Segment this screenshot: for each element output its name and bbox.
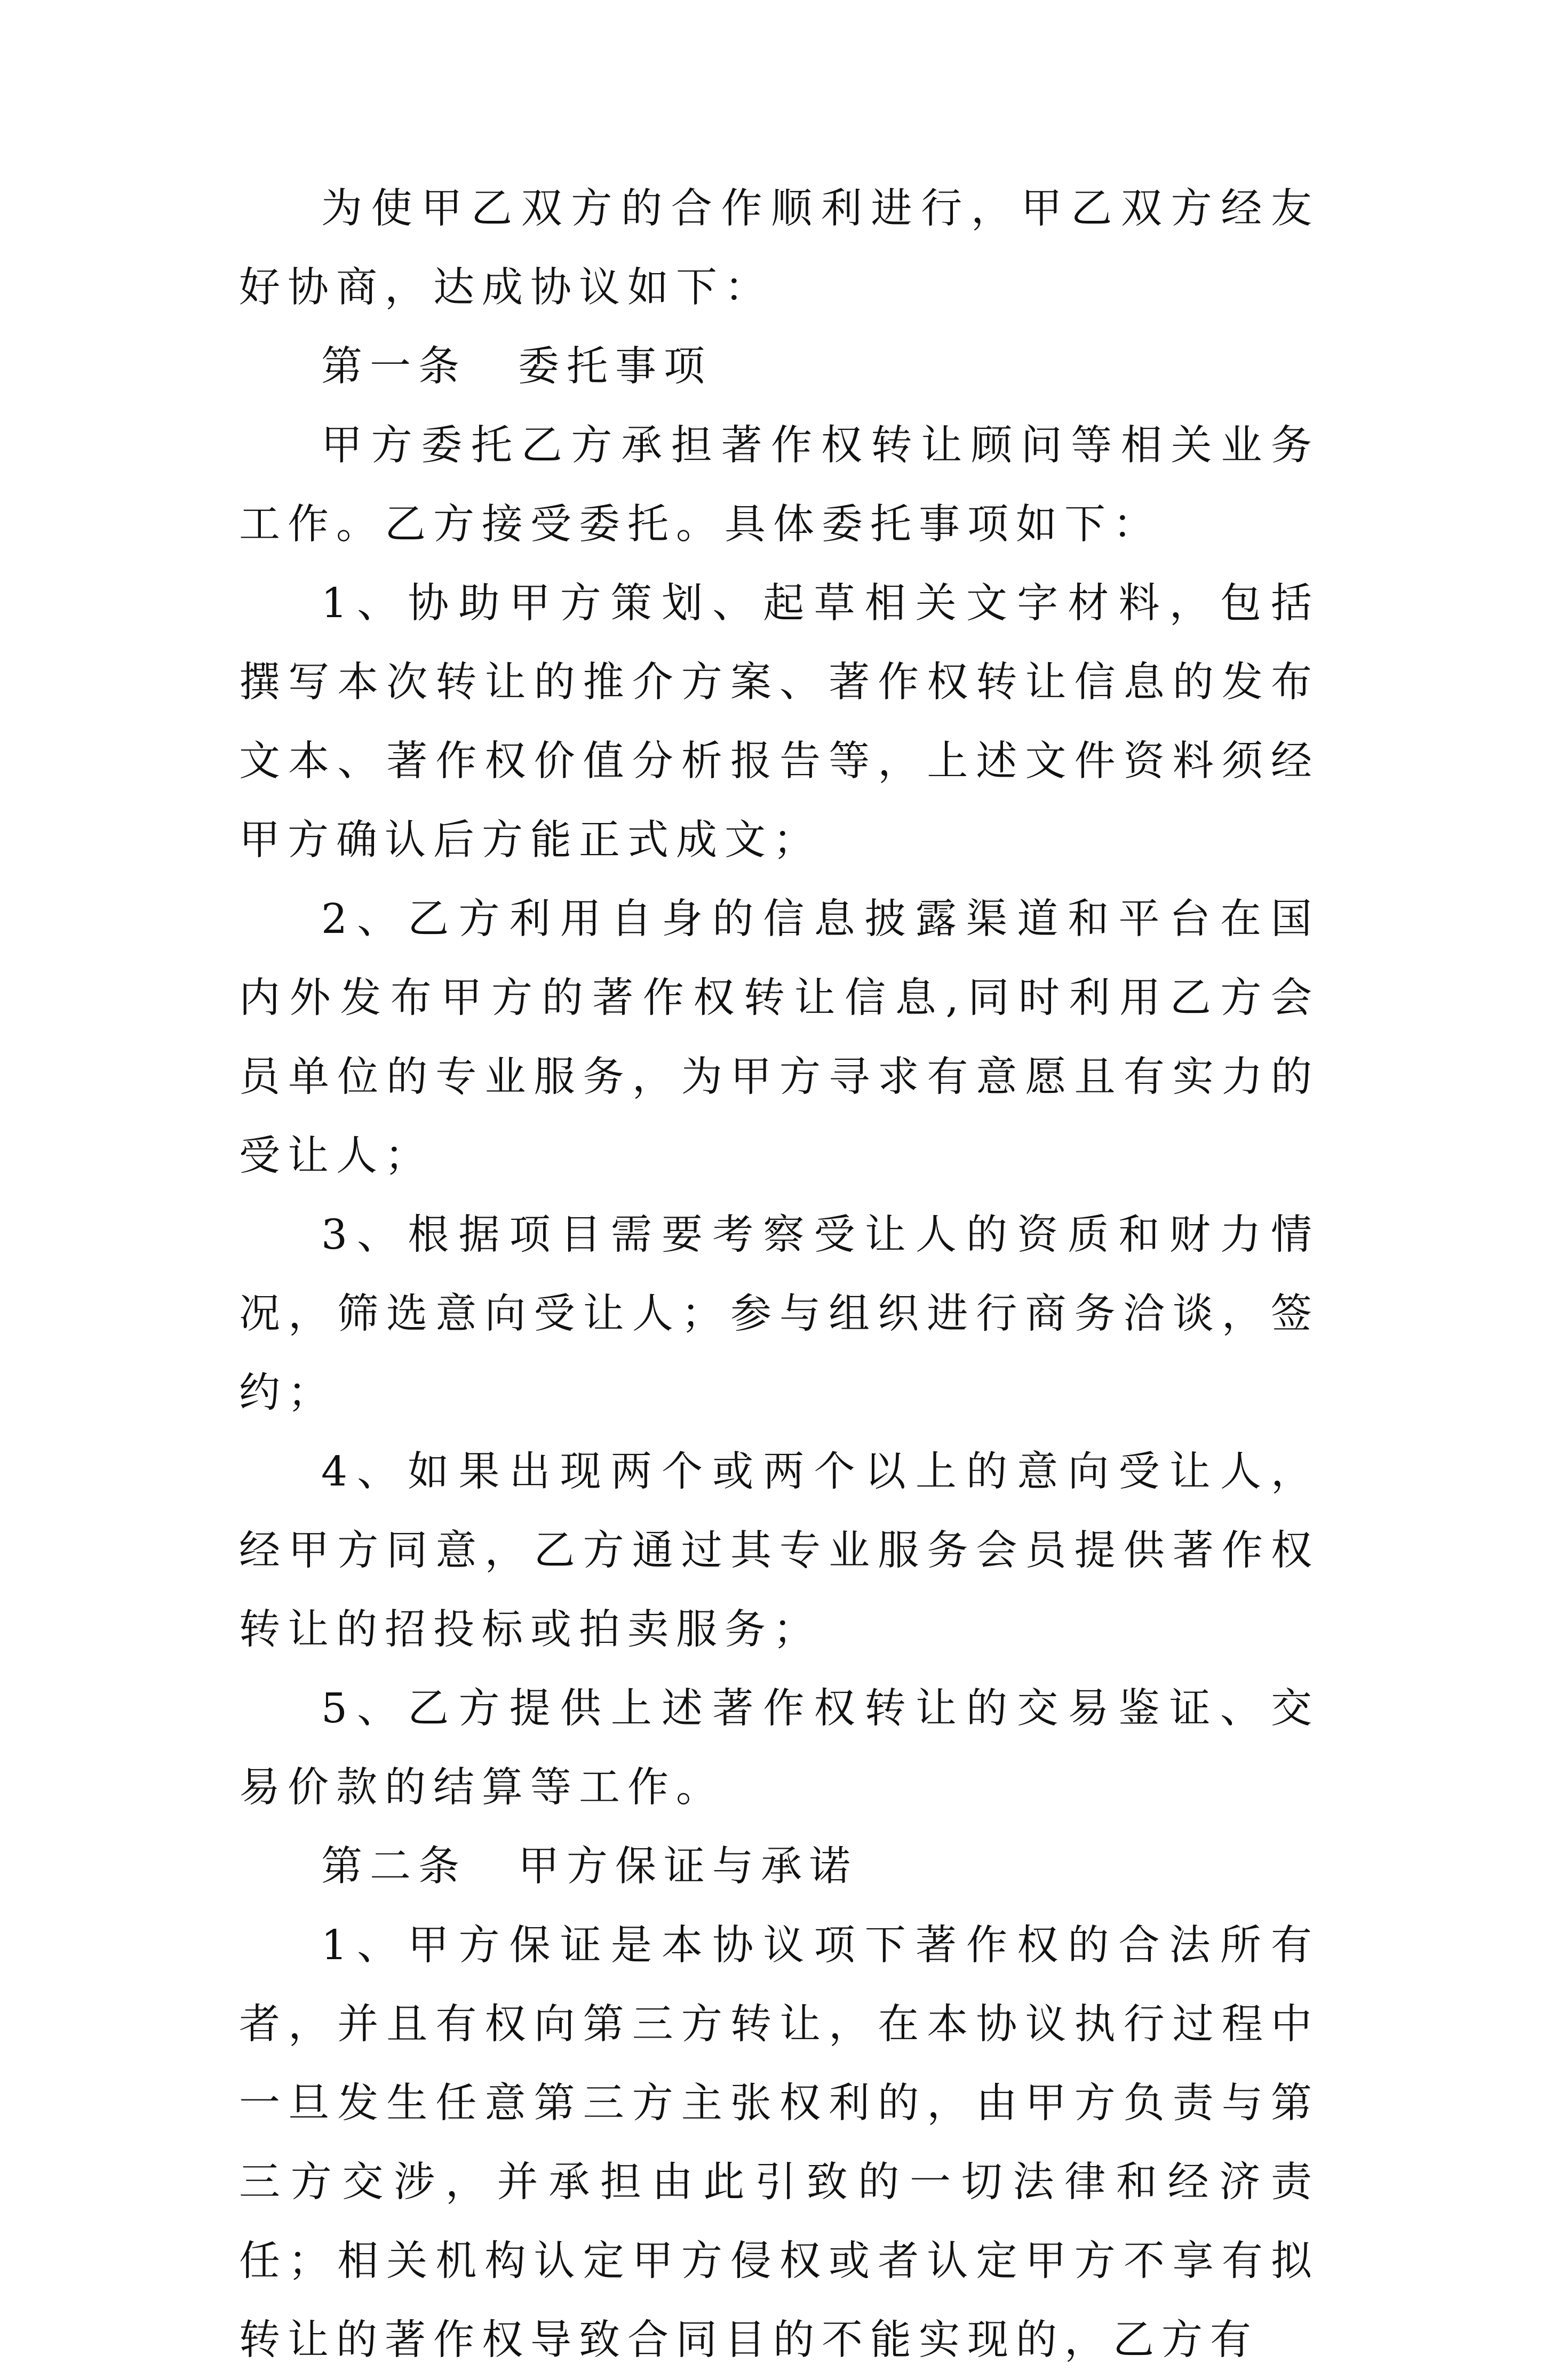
document-body	[239, 170, 1319, 2380]
intro-paragraph: 为使甲乙双方的合作顺利进行，甲乙双方经友好协商，达成协议如下：	[239, 185, 1319, 312]
article-1-item-1: 1、协助甲方策划、起草相关文字材料，包括撰写本次转让的推介方案、著作权转让信息的发布文本、著作权价值分析报告等，上述文件资料须经甲方确认后方能正式成文；	[239, 580, 1319, 864]
article-1-item-3: 3、根据项目需要考察受让人的资质和财力情况，筛选意向受让人；参与组织进行商务洽谈，签约；	[239, 1211, 1319, 1417]
article-1-paragraph: 甲方委托乙方承担著作权转让顾问等相关业务工作。乙方接受委托。具体委托事项如下：	[239, 422, 1319, 548]
article-1-number: 第一条	[321, 343, 467, 390]
article-1-item-4: 4、如果出现两个或两个以上的意向受让人，经甲方同意，乙方通过其专业服务会员提供著作权转让的招投标或拍卖服务；	[239, 1448, 1319, 1654]
article-1-item-5: 5、乙方提供上述著作权转让的交易鉴证、交易价款的结算等工作。	[239, 1685, 1319, 1811]
article-2-heading	[239, 1827, 1319, 1906]
article-1-heading	[239, 328, 1319, 406]
article-1-item-2: 2、乙方利用自身的信息披露渠道和平台在国内外发布甲方的著作权转让信息,同时利用乙方会员单位的专业服务，为甲方寻求有意愿且有实力的受让人；	[239, 896, 1319, 1180]
article-2-item-1: 1、甲方保证是本协议项下著作权的合法所有者，并且有权向第三方转让，在本协议执行过程中一旦发生任意第三方主张权利的，由甲方负责与第三方交涉，并承担由此引致的一切法律和经济责任；相关机构认定甲方侵权或者认定甲方不享有拟转让的著作权导致合同目的不能实现的，乙方有	[239, 1922, 1319, 2364]
article-2-title: 甲方保证与承诺	[518, 1843, 858, 1890]
article-2-number: 第二条	[321, 1843, 467, 1890]
article-1-title: 委托事项	[518, 343, 712, 390]
